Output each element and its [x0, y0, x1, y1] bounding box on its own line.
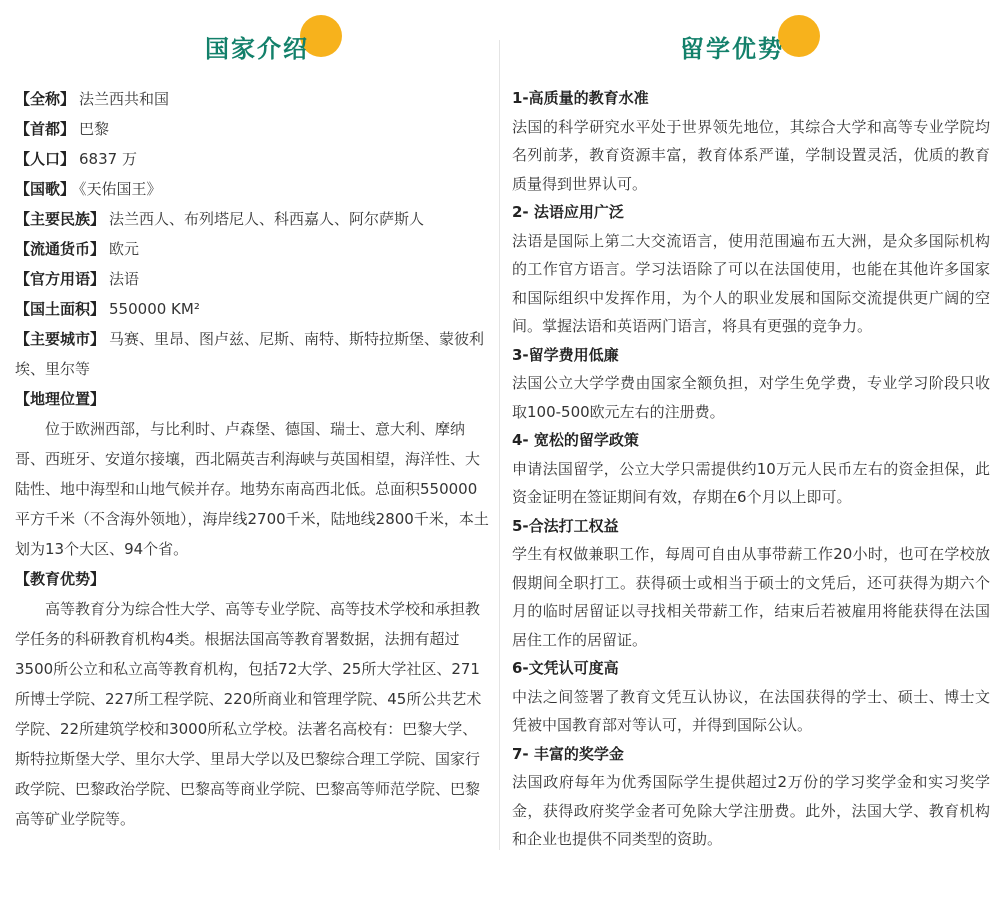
- advantage-body: 申请法国留学，公立大学只需提供约10万元人民币左右的资金担保，此资金证明在签证期间有效，存期在6个月以上即可。: [512, 459, 990, 506]
- country-intro-heading: [15, 0, 490, 84]
- advantage-body: 法国政府每年为优秀国际学生提供超过2万份的学习奖学金和实习奖学金，获得政府奖学金者可免除大学注册费。此外，法国大学、教育机构和企业也提供不同类型的资助。: [512, 773, 990, 848]
- advantage-title: 7- 丰富的奖学金: [512, 744, 624, 763]
- fact-major-cities: 【主要城市】 马赛、里昂、图卢兹、尼斯、南特、斯特拉斯堡、蒙彼利埃、里尔等: [15, 330, 485, 378]
- advantage-title: 2- 法语应用广泛: [512, 203, 624, 221]
- heading-accent-circle: [778, 15, 820, 57]
- education-title: 【教育优势】: [15, 570, 106, 588]
- fact-population: 【人口】 6837 万: [15, 150, 137, 168]
- advantage-body: 法国的科学研究水平处于世界领先地位，其综合大学和高等专业学院均名列前茅，教育资源丰富，教育体系严谨，学制设置灵活，优质的教育质量得到世界认可。: [512, 117, 990, 193]
- education-text: 高等教育分为综合性大学、高等专业学院、高等技术学校和承担教学任务的科研教育机构4类。根据法国高等教育署数据，法拥有超过3500所公立和私立高等教育机构，包括72大学、25所大学社区、271所博士学院、227所工程学院、220所商业和管理学院、45所公共艺术学院、22所建筑学校和3000所私立学校。法著名高校有：巴黎大学、斯特拉斯堡大学、里尔大学、里昂大学以及巴黎综合理工学院、国家行政学院、巴黎政治学院、巴黎高等商业学院、巴黎高等师范学院、巴黎高等矿业学院等。: [15, 600, 482, 828]
- country-intro-column: [15, 0, 490, 834]
- advantage-title: 3-留学费用低廉: [512, 345, 619, 364]
- advantage-title: 5-合法打工权益: [512, 516, 619, 535]
- advantage-body: 学生有权做兼职工作，每周可自由从事带薪工作20小时，也可在学校放假期间全职打工。获得硕士或相当于硕士的文凭后，还可获得为期六个月的临时居留证以寻找相关带薪工作，结束后若被雇用将能获得在法国居住工作的居留证。: [512, 545, 990, 649]
- country-facts: [15, 84, 490, 834]
- fact-official-language: 【官方用语】 法语: [15, 270, 140, 288]
- fact-ethnic-groups: 【主要民族】 法兰西人、布列塔尼人、科西嘉人、阿尔萨斯人: [15, 210, 425, 228]
- geography-text: 位于欧洲西部，与比利时、卢森堡、德国、瑞士、意大利、摩纳哥、西班牙、安道尔接壤，西北隔英吉利海峡与英国相望，海洋性、大陆性、地中海型和山地气候并存。地势东南高西北低。总面积550000平方千米（不含海外领地），海岸线2700千米，陆地线2800千米，本土划为13个大区、94个省。: [15, 420, 489, 558]
- geography-title: 【地理位置】: [15, 390, 106, 408]
- advantage-body: 法语是国际上第二大交流语言，使用范围遍布五大洲，是众多国际机构的工作官方语言。学习法语除了可以在法国使用，也能在其他许多国家和国际组织中发挥作用，为个人的职业发展和国际交流提供更广阔的空间。掌握法语和英语两门语言，将具有更强的竞争力。: [512, 231, 990, 335]
- advantage-title: 1-高质量的教育水准: [512, 89, 649, 107]
- advantage-body: 中法之间签署了教育文凭互认协议，在法国获得的学士、硕士、博士文凭被中国教育部对等认可，并得到国际公认。: [512, 687, 990, 734]
- study-advantages-title: 留学优势: [680, 35, 784, 63]
- fact-land-area: 【国土面积】 550000 KM²: [15, 300, 200, 318]
- fact-anthem: 【国歌】 《天佑国王》: [15, 180, 162, 198]
- fact-capital: 【首都】 巴黎: [15, 120, 110, 138]
- fact-full-name: 【全称】 法兰西共和国: [15, 90, 170, 108]
- study-advantages-heading: [512, 0, 990, 84]
- advantage-title: 6-文凭认可度高: [512, 659, 619, 677]
- country-intro-title: 国家介绍: [205, 35, 309, 63]
- advantage-body: 法国公立大学学费由国家全额负担，对学生免学费，专业学习阶段只收取100-500欧元左右的注册费。: [512, 374, 990, 421]
- advantage-title: 4- 宽松的留学政策: [512, 431, 639, 449]
- study-advantages-column: [512, 0, 990, 854]
- advantages-list: [512, 84, 990, 854]
- fact-currency: 【流通货币】 欧元: [15, 240, 140, 258]
- column-divider: [499, 40, 500, 850]
